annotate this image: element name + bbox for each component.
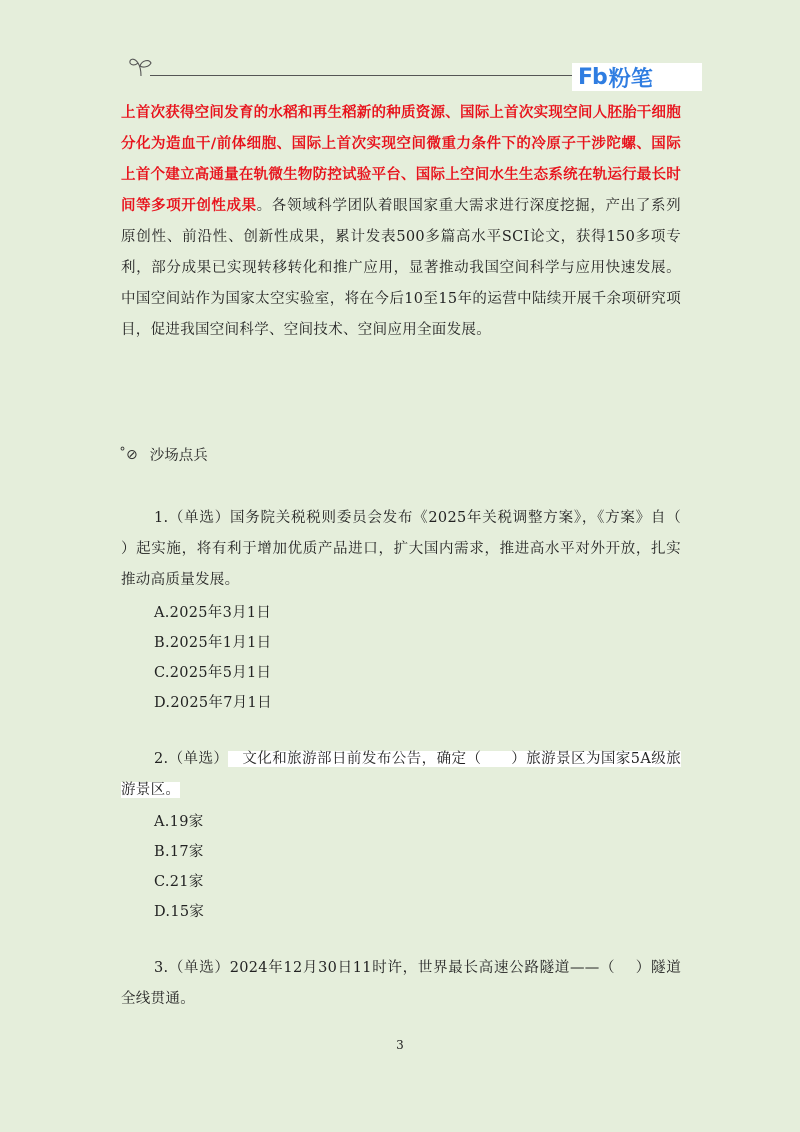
- question-2-option-d[interactable]: D.15家: [154, 904, 205, 920]
- page-header: [0, 0, 800, 100]
- intro-highlight-text: 上首次获得空间发育的水稻和再生稻新的种质资源、国际上首次实现空间人胚胎干细胞分化为造血干/前体细胞、国际上首次实现空间微重力条件下的冷原子干涉陀螺、国际上首个建立高通量在轨微生物防控试验平台、国际上空间水生生态系统在轨运行最长时间等多项开创性成果: [121, 105, 681, 214]
- intro-paragraph: [121, 98, 681, 346]
- question-1-option-a[interactable]: A.2025年3月1日: [154, 605, 272, 621]
- question-2-text: 文化和旅游部日前发布公告，确定（ ）旅游景区为国家5A级旅游景区。: [121, 751, 681, 798]
- question-2-option-a[interactable]: A.19家: [154, 814, 204, 830]
- header-divider: [150, 75, 595, 76]
- logo-text: 粉笔: [608, 66, 653, 92]
- question-2: [121, 744, 681, 806]
- page-number: 3: [396, 1038, 404, 1052]
- pencil-icon: ˚⊘: [119, 446, 138, 463]
- logo-mark: Fb: [578, 64, 607, 90]
- question-2-option-b[interactable]: B.17家: [154, 844, 204, 860]
- question-2-prefix: 2.（单选）: [154, 751, 229, 767]
- section-heading: [119, 444, 208, 465]
- fenbi-logo: [572, 63, 702, 91]
- intro-body-text: 。各领域科学团队着眼国家重大需求进行深度挖掘，产出了系列原创性、前沿性、创新性成果，累计发表500多篇高水平SCI论文，获得150多项专利，部分成果已实现转移转化和推广应用，显著推动我国空间科学与应用快速发展。中国空间站作为国家太空实验室，将在今后10至15年的运营中陆续开展千余项研究项目，促进我国空间科学、空间技术、空间应用全面发展。: [121, 198, 681, 338]
- question-3-text: 3.（单选）2024年12月30日11时许，世界最长高速公路隧道——（ ）隧道全线贯通。: [121, 960, 681, 1007]
- question-1-option-d[interactable]: D.2025年7月1日: [154, 695, 272, 711]
- question-1-text: 1.（单选）国务院关税税则委员会发布《2025年关税调整方案》，《方案》自（ ）起实施，将有利于增加优质产品进口，扩大国内需求，推进高水平对外开放，扎实推动高质量发展。: [121, 510, 701, 588]
- question-1-option-c[interactable]: C.2025年5月1日: [154, 665, 272, 681]
- question-1-option-b[interactable]: B.2025年1月1日: [154, 635, 272, 651]
- section-title: 沙场点兵: [149, 448, 208, 464]
- question-2-option-c[interactable]: C.21家: [154, 874, 204, 890]
